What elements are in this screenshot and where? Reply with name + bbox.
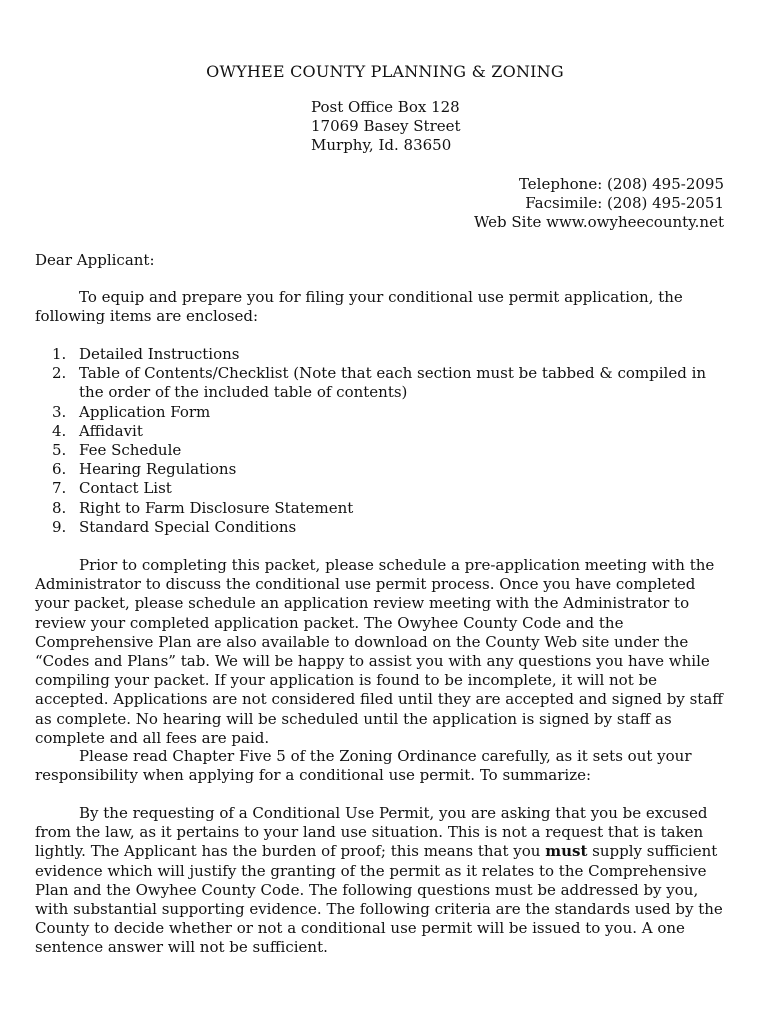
salutation: Dear Applicant: (35, 251, 155, 269)
chapter-five-text: Please read Chapter Five 5 of the Zoning Ordinance carefully, as it sets out your responsibility when applying for a conditional use permit. To summarize: (35, 747, 692, 785)
pre-application-text: Prior to completing this packet, please schedule a pre-application meeting with the Administrator to discuss the conditional use permit process. Once you have completed your packet, please schedule an application review meeting with the Administrator to review your completed application packet. The Owyhee County Code and the Comprehensive Plan are also available to download on the County Web site under the “Codes and Plans” tab. We will be happy to assist you with any questions you have while compiling your packet. If your application is found to be incomplete, it will not be accepted. Applications are not considered filed until they are accepted and signed by staff as complete. No hearing will be scheduled until the application is signed by staff as complete and all fees are paid. (35, 556, 723, 747)
intro-text: To equip and prepare you for filing your conditional use permit application, the following items are enclosed: (35, 288, 683, 326)
pre-application-paragraph (35, 556, 725, 748)
enclosure-text: Contact List (79, 479, 172, 498)
burden-of-proof-text (35, 804, 725, 958)
enclosure-text: Affidavit (79, 421, 143, 440)
enclosure-text: Fee Schedule (79, 441, 182, 460)
enclosure-item (52, 364, 727, 402)
mailing-address (311, 98, 461, 155)
intro-paragraph (35, 288, 725, 326)
enclosure-number: 2. (52, 364, 67, 383)
enclosure-text: Hearing Regulations (79, 460, 237, 479)
enclosure-number: 9. (52, 517, 67, 536)
chapter-five-paragraph (35, 747, 725, 785)
contact-info (474, 175, 724, 232)
enclosure-text: Application Form (79, 402, 211, 421)
website-line: Web Site www.owyheecounty.net (473, 213, 724, 231)
enclosure-number: 1. (52, 345, 67, 363)
enclosure-item (52, 441, 727, 460)
burden-of-proof-paragraph (35, 804, 725, 958)
address-line: Post Office Box 128 (311, 98, 460, 116)
address-line: Murphy, Id. 83650 (311, 136, 452, 154)
enclosure-number: 5. (52, 441, 67, 460)
enclosure-number: 3. (52, 402, 67, 421)
must-emphasis: must (545, 842, 588, 861)
enclosure-text: Right to Farm Disclosure Statement (79, 498, 354, 517)
enclosure-text: Table of Contents/Checklist (Note that each section must be tabbed & compiled in the order of the included table of contents) (79, 364, 707, 402)
enclosure-item (52, 460, 727, 479)
telephone-line: Telephone: (208) 495-2095 (518, 175, 724, 193)
facsimile-line: Facsimile: (208) 495-2051 (525, 194, 724, 212)
enclosure-item (52, 479, 727, 498)
enclosure-number: 8. (52, 498, 67, 517)
enclosure-item (52, 518, 727, 537)
letterhead-title: OWYHEE COUNTY PLANNING & ZONING (206, 62, 564, 81)
enclosure-item (52, 345, 727, 364)
enclosure-text: Standard Special Conditions (79, 517, 297, 536)
enclosure-item (52, 499, 727, 518)
enclosure-number: 4. (52, 421, 67, 440)
burden-text-part: supply sufficient evidence which will justify the granting of the permit as it relates to the Comprehensive Plan and the Owyhee County Code. The following questions must be addressed by you, with substantial supporting evidence. The following criteria are the standards used by the County to decide whether or not a conditional use permit will be issued to you. A one sentence answer will not be sufficient. (35, 842, 723, 957)
burden-text-part: By the requesting of a Conditional Use Permit, you are asking that you be excused from the law, as it pertains to your land use situation. This is not a request that is taken lightly. The Applicant has the burden of proof; this means that you (35, 804, 708, 861)
enclosure-list (52, 345, 727, 537)
address-line: 17069 Basey Street (311, 117, 461, 135)
enclosure-item (52, 403, 727, 422)
enclosure-number: 7. (52, 479, 67, 498)
enclosure-text: Detailed Instructions (79, 345, 240, 363)
enclosure-number: 6. (52, 460, 67, 479)
enclosure-item (52, 422, 727, 441)
